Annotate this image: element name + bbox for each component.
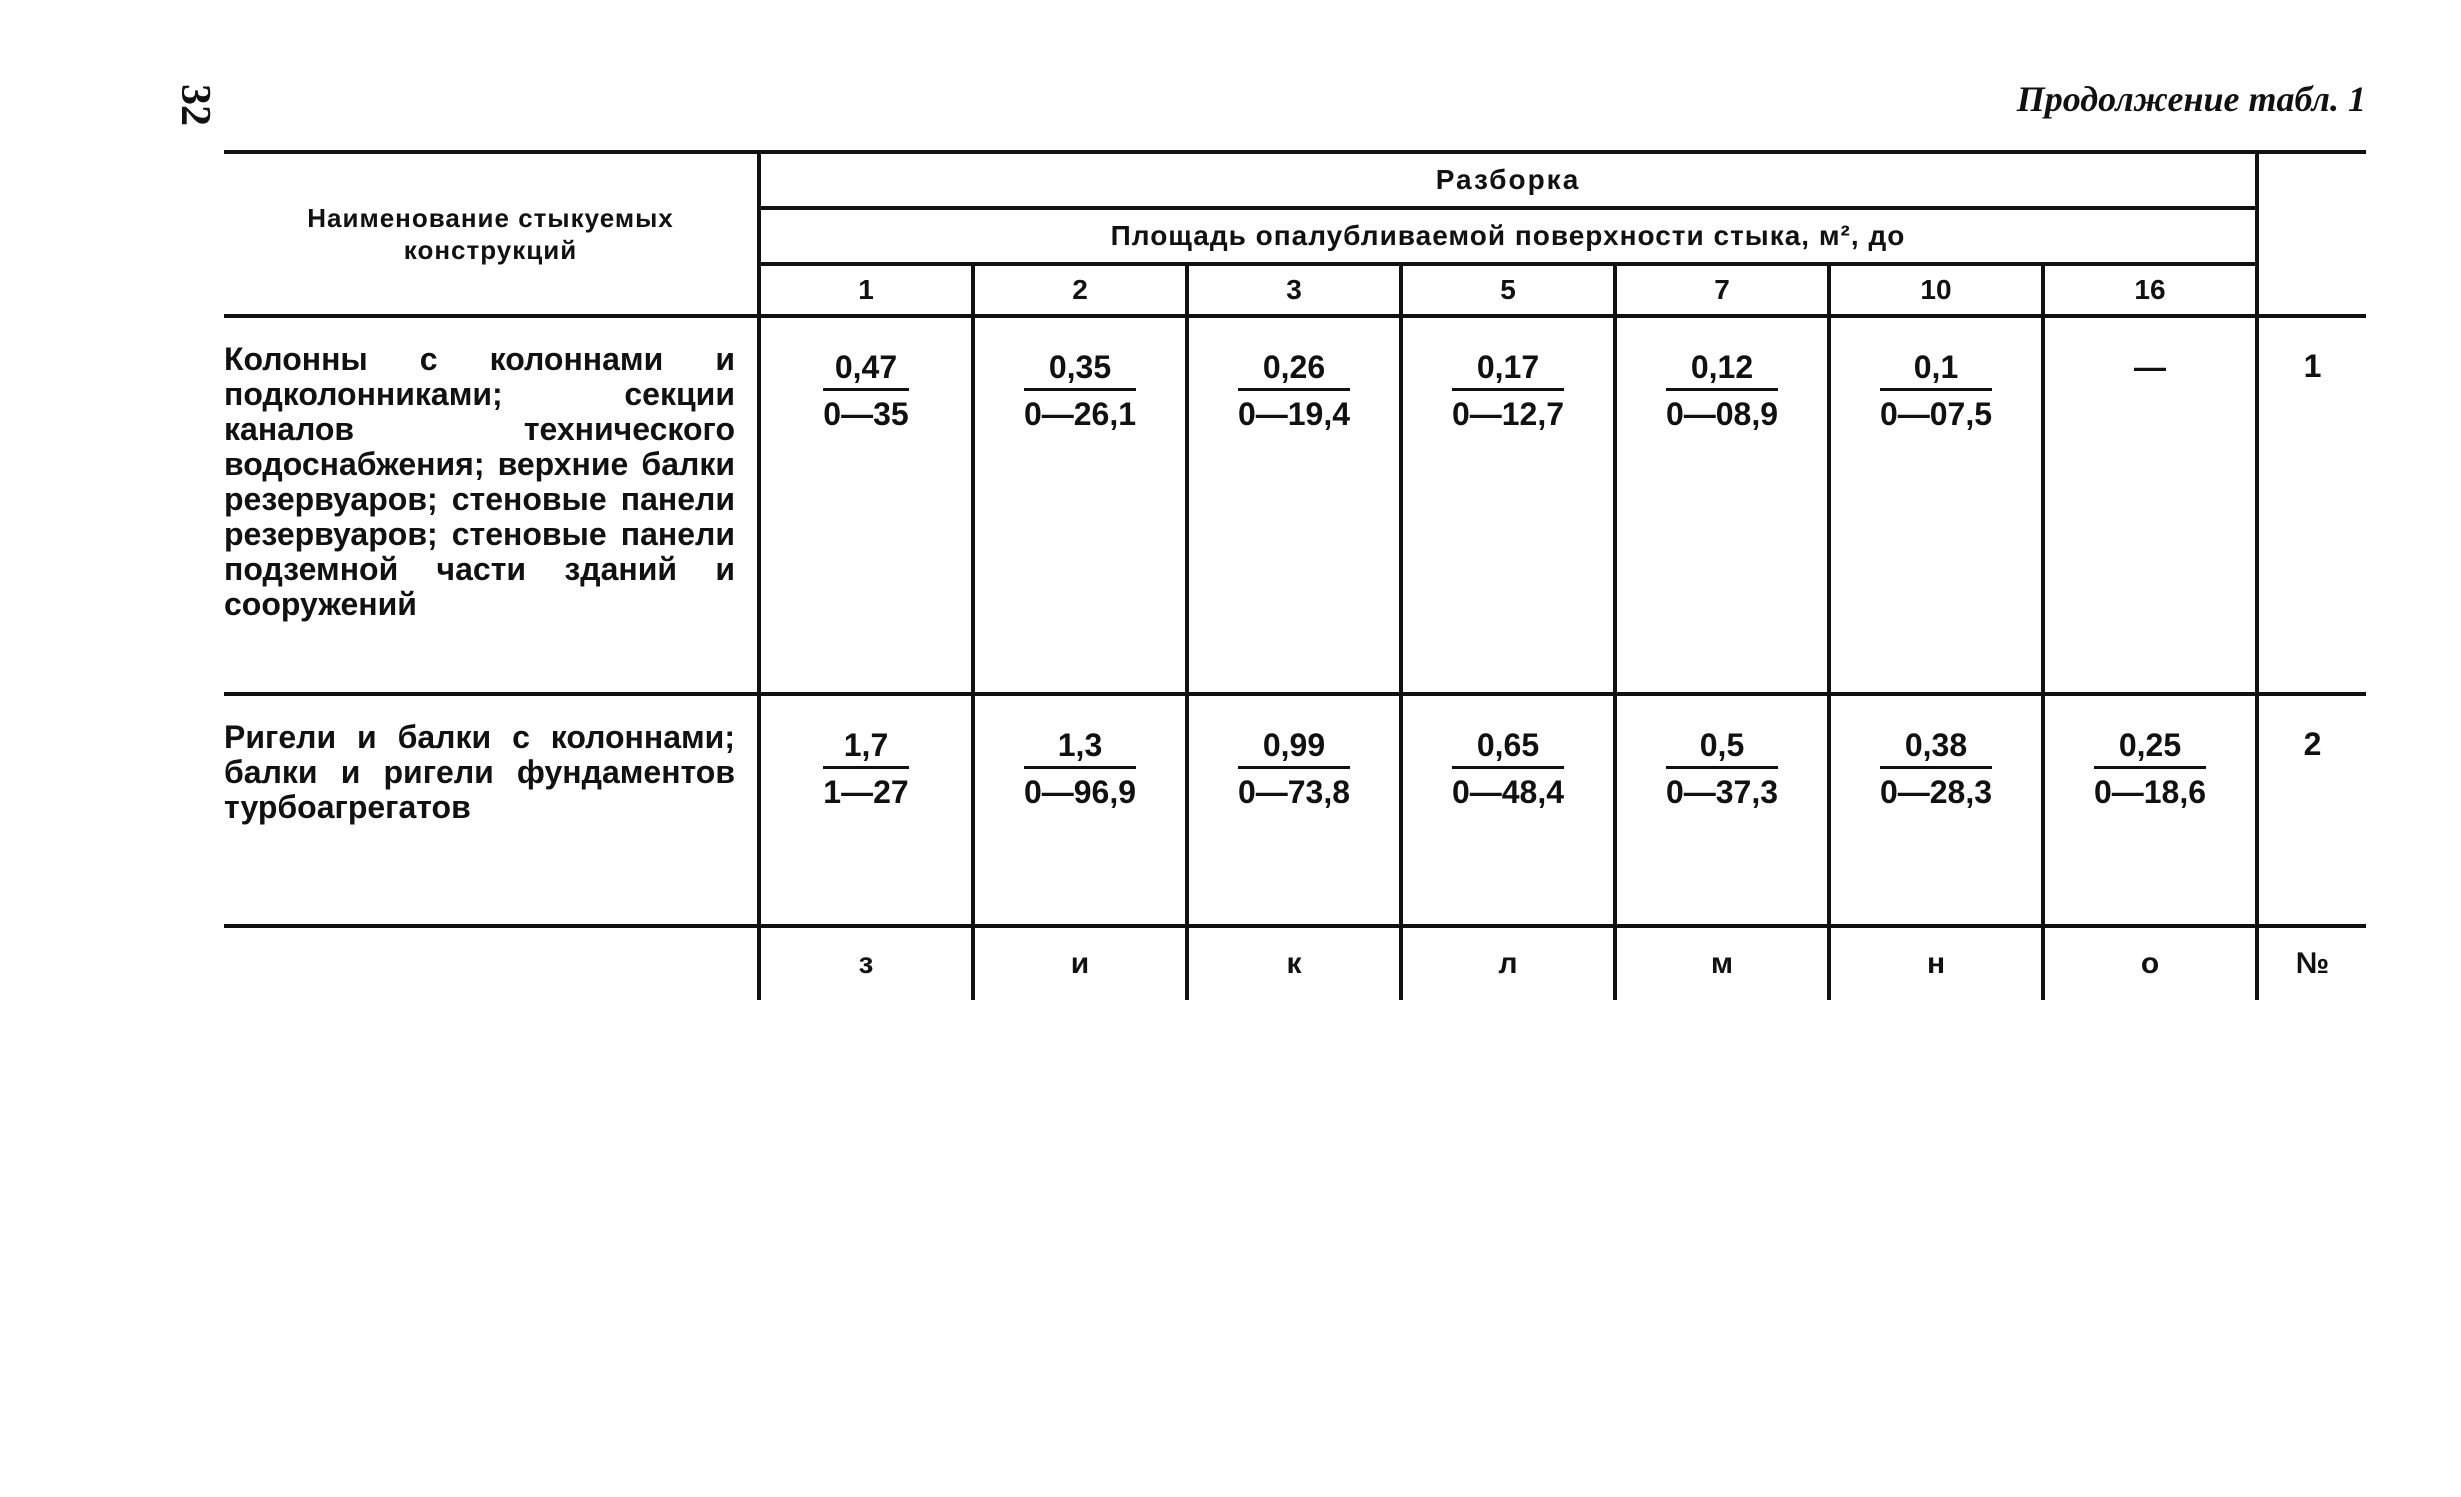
fraction xyxy=(1238,726,1350,811)
cost: 0—96,9 xyxy=(1023,774,1137,810)
norm-time: 1,3 xyxy=(1024,726,1136,769)
area-col-3: 3 xyxy=(1187,264,1401,316)
cost: 0—28,3 xyxy=(1879,774,1993,810)
value-cell xyxy=(973,694,1187,926)
cost: 0—18,6 xyxy=(2093,774,2207,810)
norm-time: 0,12 xyxy=(1666,348,1778,391)
cost: 0—19,4 xyxy=(1237,396,1351,432)
cost: 0—48,4 xyxy=(1451,774,1565,810)
fraction xyxy=(1024,726,1136,811)
norm-time: 0,38 xyxy=(1880,726,1992,769)
fraction xyxy=(1024,348,1136,433)
norm-time: 0,1 xyxy=(1880,348,1992,391)
number-sign: № xyxy=(2295,947,2330,980)
column-letter: м xyxy=(1615,926,1829,1000)
area-col-5: 5 xyxy=(1401,264,1615,316)
header-dismantling: Разборка xyxy=(759,152,2257,208)
column-letters-row xyxy=(224,926,2366,1000)
area-col-2: 2 xyxy=(973,264,1187,316)
value-cell xyxy=(1187,316,1401,694)
header-formwork-area: Площадь опалубливаемой поверхности стыка, м², до xyxy=(759,208,2257,264)
norm-time: 0,35 xyxy=(1024,348,1136,391)
area-col-10: 10 xyxy=(1829,264,2043,316)
fraction xyxy=(1666,348,1778,433)
cost: 0—37,3 xyxy=(1665,774,1779,810)
area-col-1: 1 xyxy=(759,264,973,316)
norm-time: 1,7 xyxy=(823,726,908,769)
area-col-7: 7 xyxy=(1615,264,1829,316)
value-cell xyxy=(759,316,973,694)
value-cell xyxy=(1829,316,2043,694)
page-number: 32 xyxy=(172,84,218,126)
value-cell xyxy=(1615,694,1829,926)
norm-time: 0,99 xyxy=(1238,726,1350,769)
column-letter: л xyxy=(1401,926,1615,1000)
column-letter: о xyxy=(2043,926,2257,1000)
header-structure-name: Наименование стыкуемых конструкций xyxy=(224,152,759,316)
norm-time: 0,5 xyxy=(1666,726,1778,769)
value-cell xyxy=(2043,316,2257,694)
norm-time: 0,25 xyxy=(2094,726,2206,769)
cost: 0—73,8 xyxy=(1237,774,1351,810)
norm-time: 0,47 xyxy=(823,348,908,391)
value-cell xyxy=(1401,316,1615,694)
value-cell xyxy=(1615,316,1829,694)
cost: 0—12,7 xyxy=(1451,396,1565,432)
footer-empty-cell xyxy=(224,926,759,1000)
row-structure-name: Ригели и балки с колоннами; балки и ригели фундаментов турбоагрегатов xyxy=(224,694,759,926)
fraction xyxy=(1880,726,1992,811)
norm-time: 0,65 xyxy=(1452,726,1564,769)
value-cell xyxy=(973,316,1187,694)
cost: 1—27 xyxy=(823,774,909,810)
cost: 0—08,9 xyxy=(1665,396,1779,432)
fraction xyxy=(1452,726,1564,811)
column-letter: н xyxy=(1829,926,2043,1000)
column-letter: з xyxy=(759,926,973,1000)
area-col-16: 16 xyxy=(2043,264,2257,316)
row-structure-name: Колонны с колоннами и подколонниками; секции каналов технического водоснабжения; верхние балки резервуаров; стеновые панели резервуаров; стеновые панели подземной части зданий и сооружений xyxy=(224,316,759,694)
header-number-column xyxy=(2257,152,2366,316)
fraction xyxy=(1880,348,1992,433)
value-cell xyxy=(1401,694,1615,926)
table-row xyxy=(224,694,2366,926)
cost: 0—35 xyxy=(823,396,909,432)
fraction xyxy=(1666,726,1778,811)
value-cell xyxy=(759,694,973,926)
norm-time: 0,17 xyxy=(1452,348,1564,391)
row-number: 1 xyxy=(2257,316,2366,694)
fraction xyxy=(823,348,908,433)
row-number: 2 xyxy=(2257,694,2366,926)
table-row xyxy=(224,316,2366,694)
fraction xyxy=(823,726,908,811)
value-cell xyxy=(2043,694,2257,926)
value-cell xyxy=(1829,694,2043,926)
value-cell xyxy=(1187,694,1401,926)
fraction xyxy=(2094,726,2206,811)
column-letter: и xyxy=(973,926,1187,1000)
fraction xyxy=(1238,348,1350,433)
no-value-dash: — xyxy=(2134,349,2166,385)
norm-time: 0,26 xyxy=(1238,348,1350,391)
table-continuation-caption: Продолжение табл. 1 xyxy=(2016,79,2366,119)
norms-table xyxy=(224,150,2366,1000)
cost: 0—07,5 xyxy=(1879,396,1993,432)
column-letter: к xyxy=(1187,926,1401,1000)
fraction xyxy=(1452,348,1564,433)
cost: 0—26,1 xyxy=(1023,396,1137,432)
